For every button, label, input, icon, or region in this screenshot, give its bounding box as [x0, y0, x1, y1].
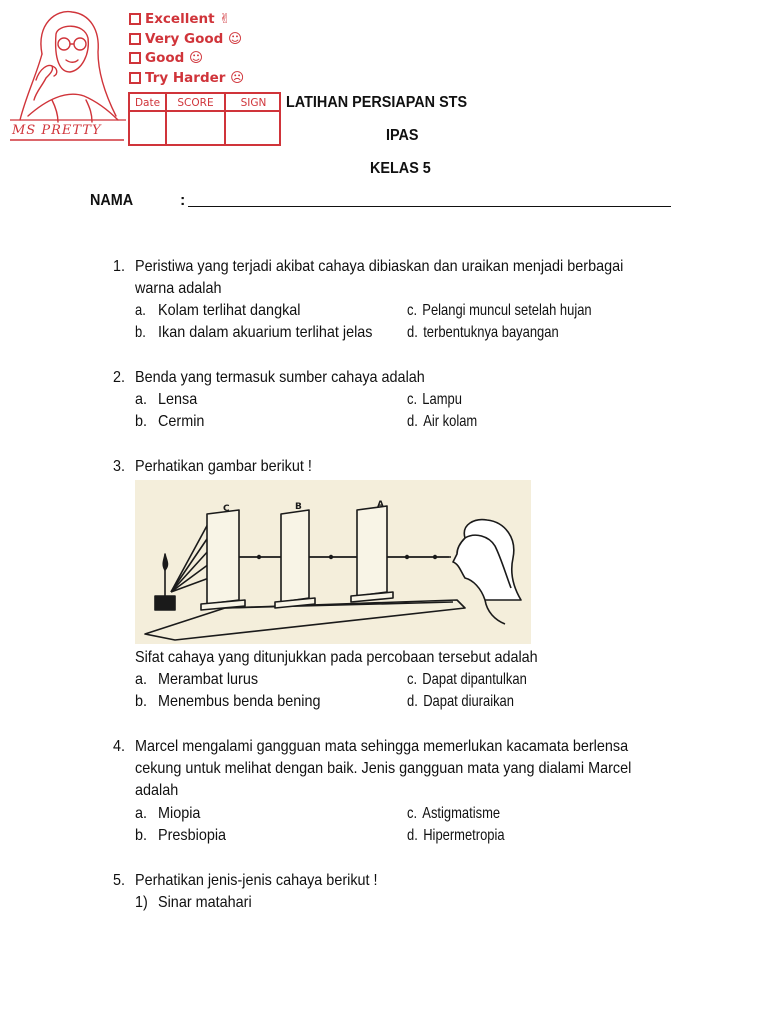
checkbox-icon[interactable] [129, 52, 141, 64]
rating-label: Excellent [145, 11, 215, 27]
option-d[interactable]: d. Dapat diuraikan [407, 693, 514, 710]
question-text: Marcel mengalami gangguan mata sehingga memerlukan kacamata berlensa [135, 738, 629, 755]
question-number: 1. [113, 258, 126, 275]
option-b[interactable]: b. [135, 693, 148, 710]
option-b[interactable]: b. [135, 827, 148, 844]
name-label: NAMA [90, 192, 134, 209]
option-a[interactable]: a. [135, 302, 146, 319]
option-b[interactable]: b. [135, 413, 148, 430]
light-experiment-figure [135, 480, 531, 644]
name-colon: : [180, 192, 186, 209]
question-text: cekung untuk melihat dengan baik. Jenis gangguan mata yang dialami Marcel [135, 760, 632, 777]
option-d[interactable]: d. Air kolam [407, 413, 478, 430]
option-c[interactable]: c. Astigmatisme [407, 805, 501, 822]
question-text: warna adalah [135, 280, 222, 297]
option-c[interactable]: c. Dapat dipantulkan [407, 671, 527, 688]
option-a[interactable]: a. [135, 805, 148, 822]
panel-label-b: B [295, 502, 302, 512]
question-number: 3. [113, 458, 126, 475]
question-number: 2. [113, 369, 126, 386]
subject-title: IPAS [385, 127, 419, 144]
option-b[interactable]: b. [135, 324, 146, 341]
thumbs-up-icon: ✌ [219, 11, 231, 27]
name-field[interactable] [188, 206, 671, 207]
option-c[interactable]: c. Lampu [407, 391, 462, 408]
panel-label-c: C [223, 504, 230, 514]
question-text: Peristiwa yang terjadi akibat cahaya dibiaskan dan uraikan menjadi berbagai [135, 258, 624, 275]
grade-title: KELAS 5 [370, 160, 432, 177]
checkbox-icon[interactable] [129, 13, 141, 25]
stamp-brand: MS PRETTY [12, 123, 102, 138]
question-text: Sifat cahaya yang ditunjukkan pada percobaan tersebut adalah [135, 649, 538, 666]
score-table-header-sign: SIGN [240, 97, 267, 109]
option-b-text: Ikan dalam akuarium terlihat jelas [158, 324, 373, 341]
page-title: LATIHAN PERSIAPAN STS [286, 94, 468, 111]
option-a-text: Kolam terlihat dangkal [158, 302, 301, 319]
list-item: Sinar matahari [158, 894, 252, 911]
option-c[interactable]: c. Pelangi muncul setelah hujan [407, 302, 592, 319]
rating-label: Good [145, 50, 185, 66]
option-a-text: Miopia [158, 805, 201, 822]
option-a-text: Lensa [158, 391, 198, 408]
question-number: 4. [113, 738, 126, 755]
light-experiment-drawing [135, 480, 531, 644]
score-table-header-date: Date [134, 97, 161, 109]
option-b-text: Presbiopia [158, 827, 227, 844]
question-text: Perhatikan jenis-jenis cahaya berikut ! [135, 872, 378, 889]
smiley-icon: ☺ [189, 50, 204, 66]
checkbox-icon[interactable] [129, 33, 141, 45]
option-b-text: Cermin [158, 413, 205, 430]
option-d[interactable]: d. terbentuknya bayangan [407, 324, 559, 341]
question-text: Perhatikan gambar berikut ! [135, 458, 312, 475]
option-a[interactable]: a. [135, 671, 148, 688]
rating-label: Try Harder [145, 69, 226, 86]
option-d[interactable]: d. Hipermetropia [407, 827, 505, 844]
option-a-text: Merambat lurus [158, 671, 259, 688]
list-item-number: 1) [135, 894, 148, 911]
sad-face-icon: ☹ [230, 69, 245, 86]
question-number: 5. [113, 872, 126, 889]
question-text: adalah [135, 782, 179, 799]
panel-label-a: A [377, 500, 384, 510]
smiley-icon: ☺ [228, 30, 243, 47]
option-a[interactable]: a. [135, 391, 148, 408]
rating-label: Very Good [145, 30, 224, 47]
rating-stamp [6, 4, 280, 146]
option-b-text: Menembus benda bening [158, 693, 321, 710]
score-table-header-score: SCORE [177, 97, 214, 109]
question-text: Benda yang termasuk sumber cahaya adalah [135, 369, 425, 386]
checkbox-icon[interactable] [129, 72, 141, 84]
